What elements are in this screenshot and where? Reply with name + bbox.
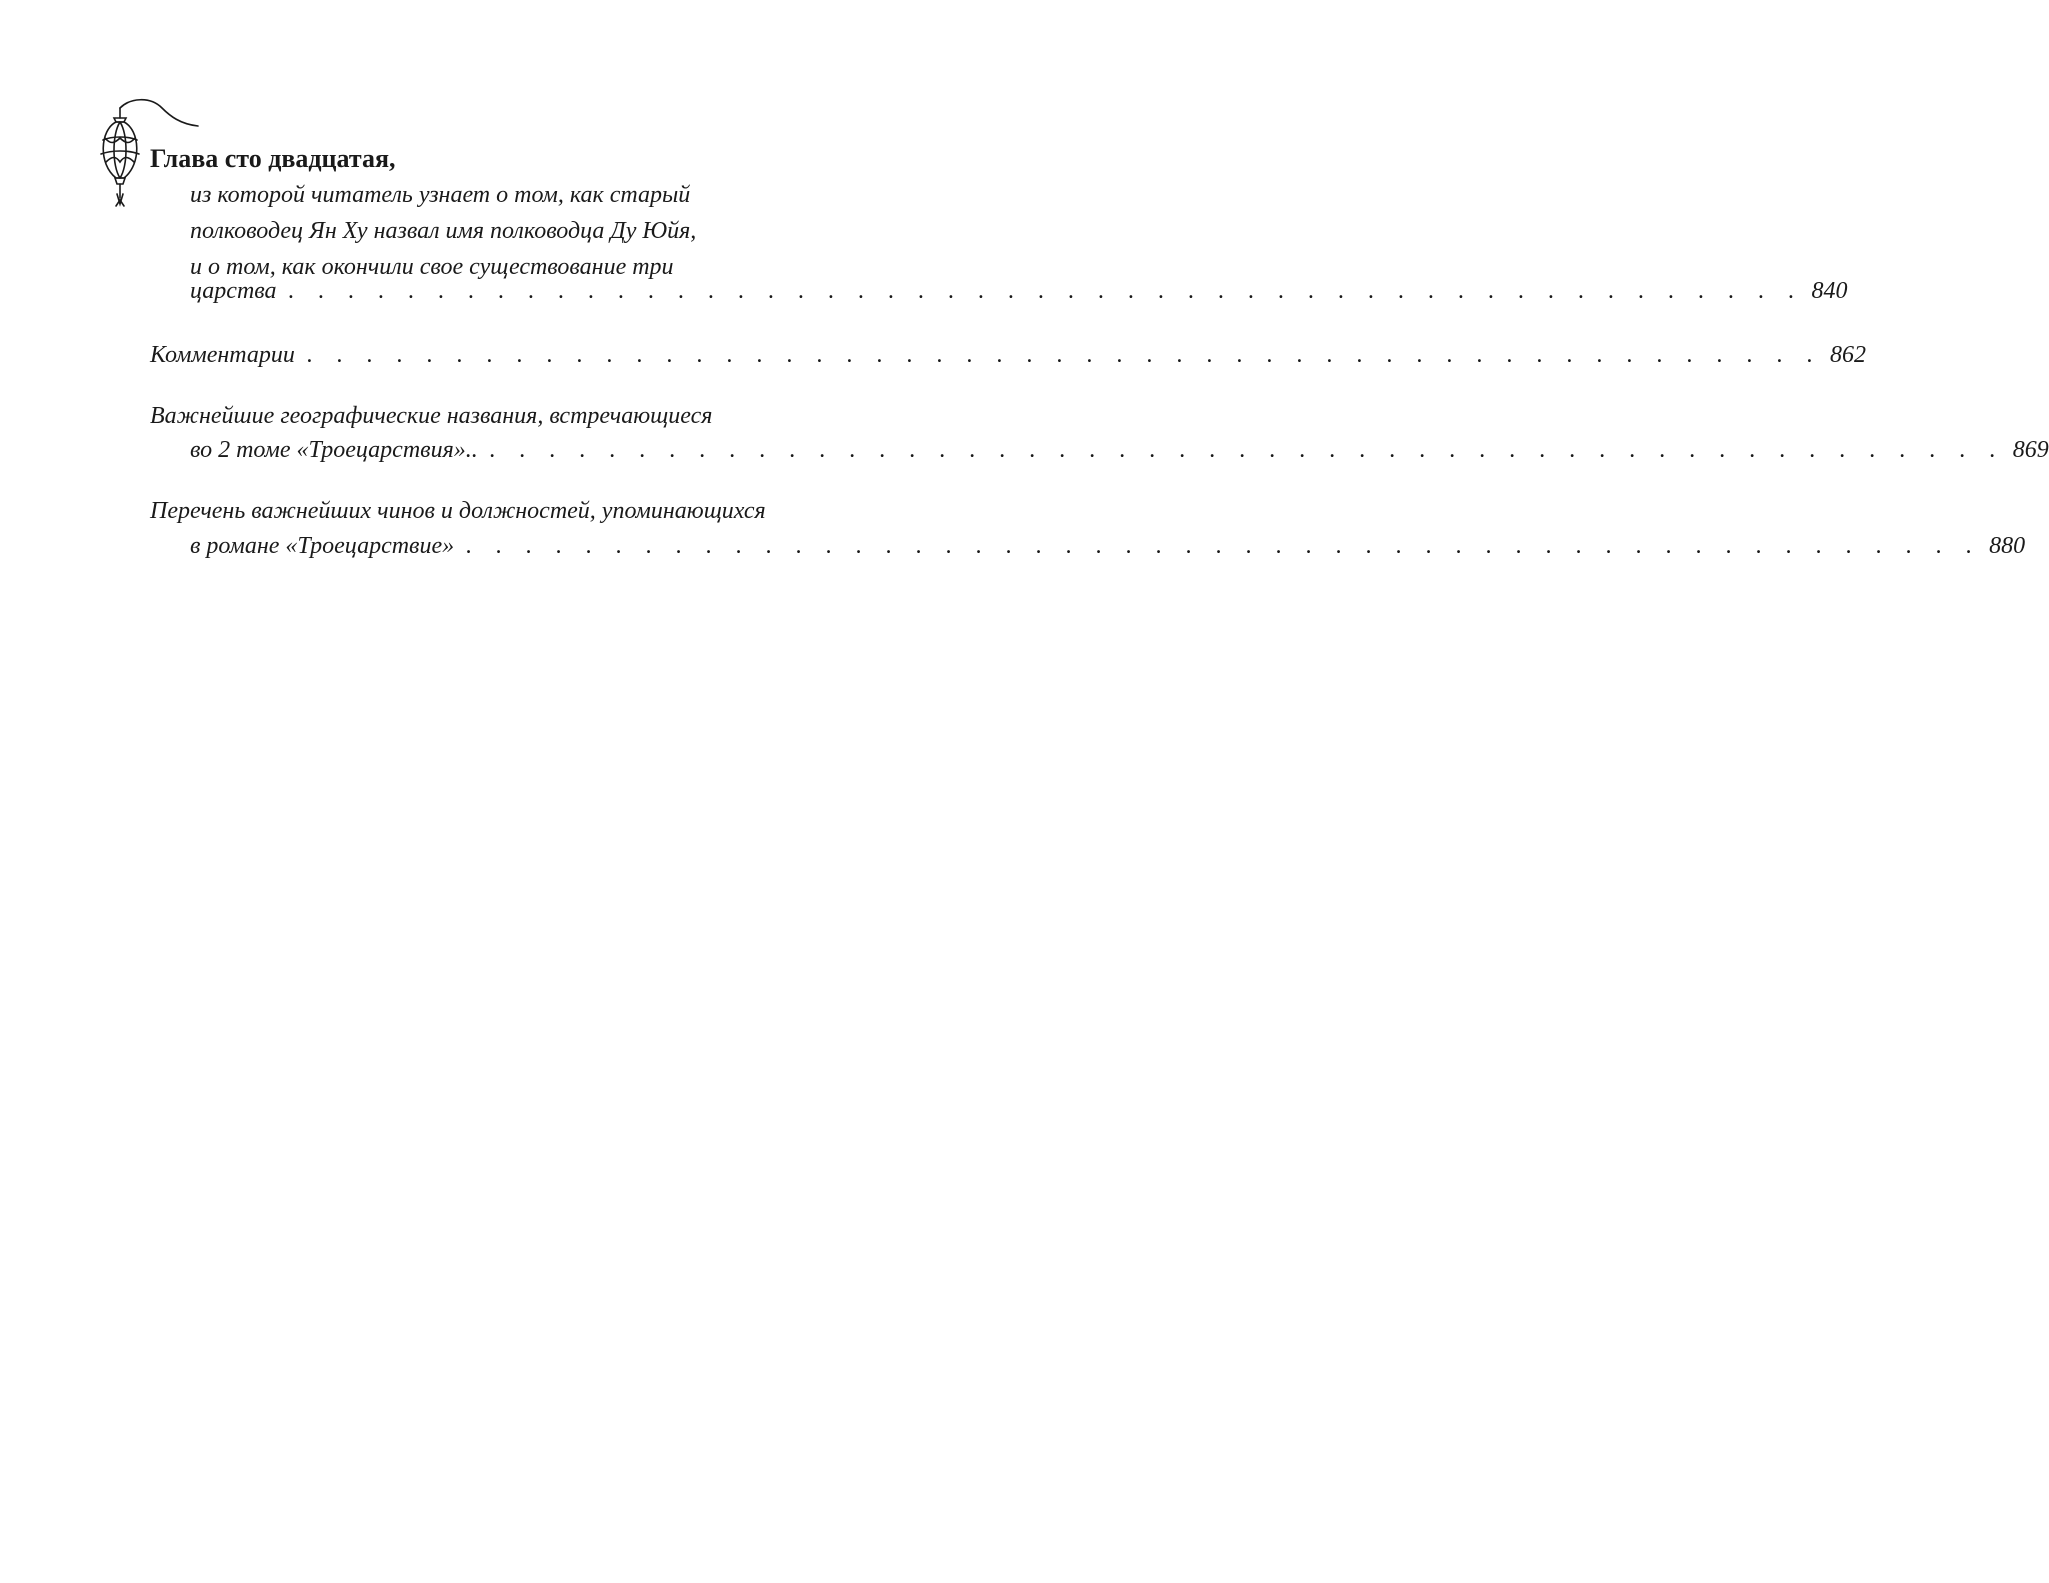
page-number: 840 xyxy=(1811,278,1848,304)
entry-last-text: во 2 томе «Троецарствия».. xyxy=(190,437,478,463)
page-number: 862 xyxy=(1829,342,1866,368)
entry-title: Комментарии xyxy=(150,342,295,368)
chapter-desc-last-text: царства xyxy=(190,278,277,304)
dot-leader: . . . . . . . . . . . . . . . . . . . . . . . . . . . . . . . . . . . . . . . . . . . . . . . . . . . xyxy=(489,437,2005,463)
chapter-desc-line-2: полководец Ян Ху назвал имя полководца Ду Юйя, xyxy=(190,218,697,244)
chapter-desc-line-1: из которой читатель узнает о том, как старый xyxy=(190,182,691,208)
page-number: 880 xyxy=(1989,533,2026,559)
entry-line-1: Важнейшие географические названия, встречающиеся xyxy=(150,403,713,429)
chapter-desc-line-3: и о том, как окончили свое существование три xyxy=(190,254,674,280)
dot-leader: . . . . . . . . . . . . . . . . . . . . . . . . . . . . . . . . . . . . . . . . . . . . . . . . . . . xyxy=(306,342,1822,368)
dot-leader: . . . . . . . . . . . . . . . . . . . . . . . . . . . . . . . . . . . . . . . . . . . . . . . . . . . xyxy=(288,278,1804,304)
chapter-heading: Глава сто двадцатая, xyxy=(150,144,396,173)
entry-line-1: Перечень важнейших чинов и должностей, упоминающихся xyxy=(150,498,766,524)
entry-last-line xyxy=(190,432,2049,468)
entry-last-line xyxy=(150,337,1866,373)
entry-last-line xyxy=(190,528,2026,564)
chapter-desc-last-line xyxy=(190,273,1848,309)
dot-leader: . . . . . . . . . . . . . . . . . . . . . . . . . . . . . . . . . . . . . . . . . . . . . . . . . . . xyxy=(466,533,1982,559)
page-number: 869 xyxy=(2012,437,2049,463)
entry-last-text: в романе «Троецарствие» xyxy=(190,533,455,559)
